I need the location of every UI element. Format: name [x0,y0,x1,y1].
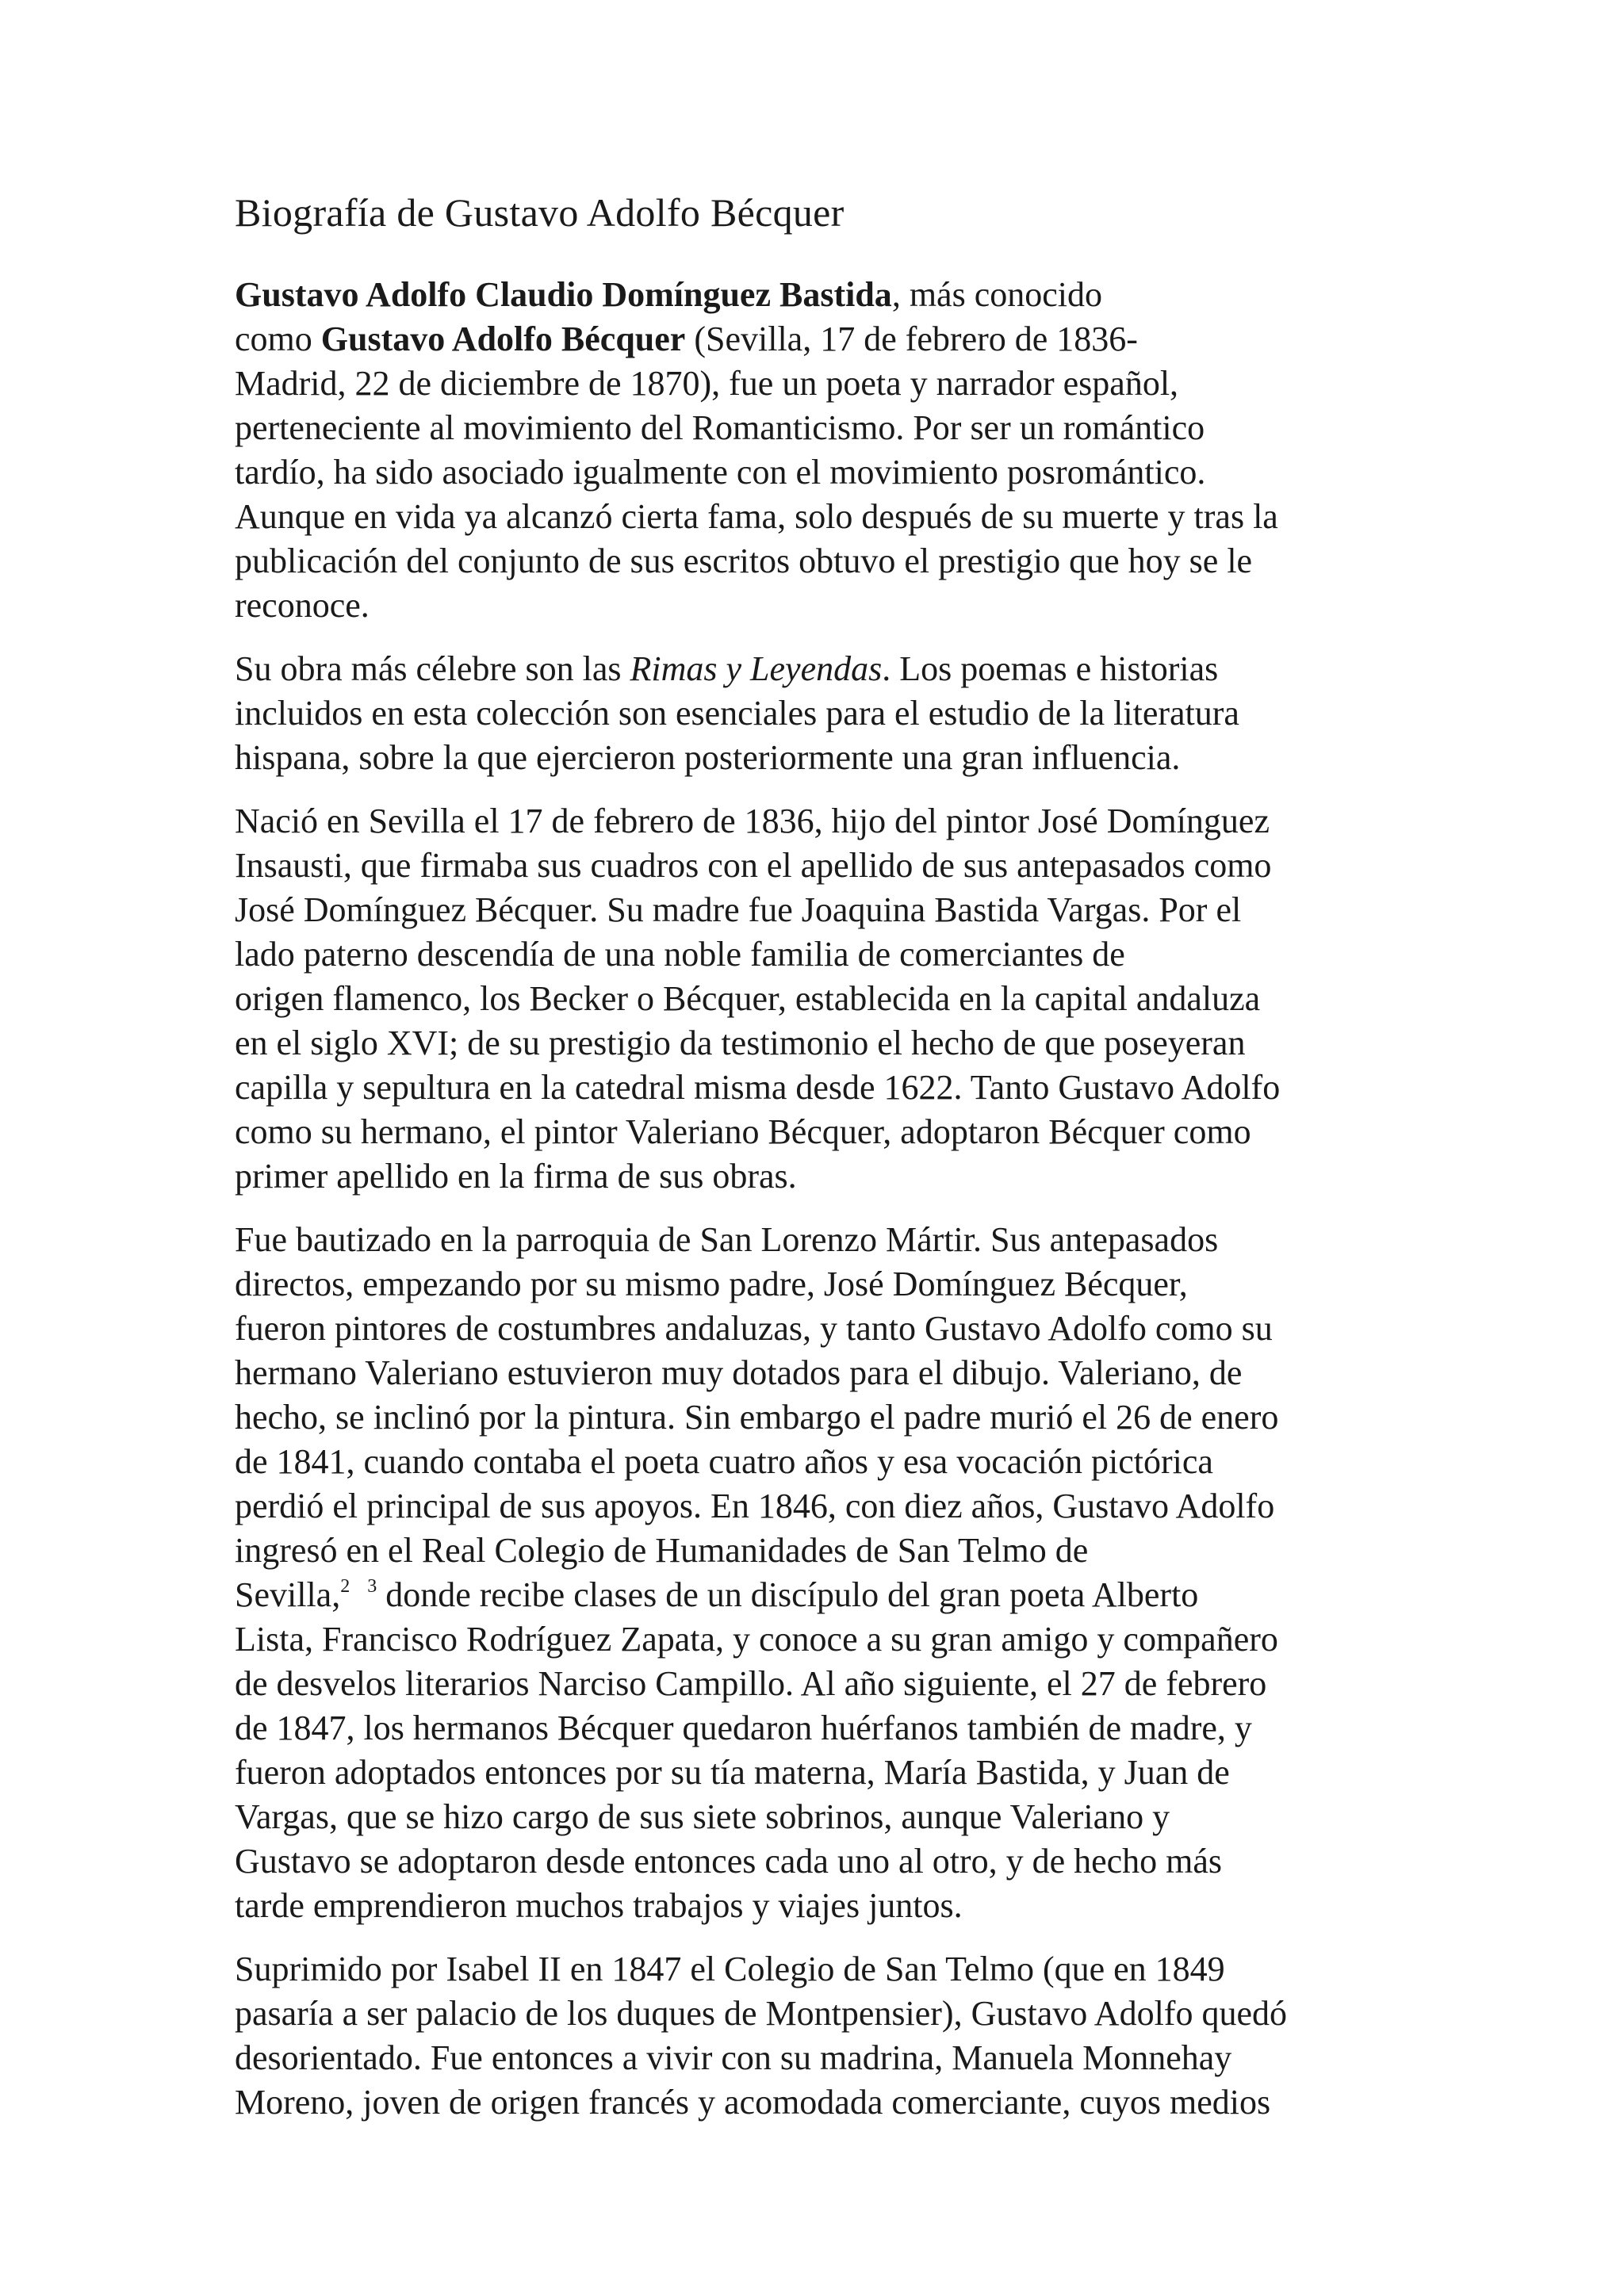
italic-work-title: Rimas y Leyendas [630,649,883,688]
text-line: directos, empezando por su mismo padre, José Domínguez Bécquer, [235,1265,1188,1303]
text-line: primer apellido en la firma de sus obras. [235,1157,797,1196]
paragraph-childhood [235,1218,1386,1928]
page-title: Biografía de Gustavo Adolfo Bécquer [235,190,845,235]
text-line: fueron pintores de costumbres andaluzas, y tanto Gustavo Adolfo como su [235,1309,1273,1348]
text-line: pasaría a ser palacio de los duques de Montpensier), Gustavo Adolfo quedó [235,1994,1287,2033]
text-line: incluidos en esta colección son esenciales para el estudio de la literatura [235,694,1239,733]
text-line: perteneciente al movimiento del Romanticismo. Por ser un romántico [235,408,1205,447]
text-line: reconoce. [235,586,370,625]
text-line: lado paterno descendía de una noble familia de comerciantes de [235,935,1125,974]
text-line: hecho, se inclinó por la pintura. Sin embargo el padre murió el 26 de enero [235,1398,1279,1437]
paragraph-intro [235,273,1386,628]
text-line: Lista, Francisco Rodríguez Zapata, y conoce a su gran amigo y compañero [235,1620,1278,1659]
text-line: Vargas, que se hizo cargo de sus siete sobrinos, aunque Valeriano y [235,1797,1170,1836]
paragraph-birth [235,799,1386,1199]
text-line: perdió el principal de sus apoyos. En 1846, con diez años, Gustavo Adolfo [235,1487,1275,1525]
text-line: hermano Valeriano estuvieron muy dotados para el dibujo. Valeriano, de [235,1353,1243,1392]
text-line: hispana, sobre la que ejercieron posteriormente una gran influencia. [235,738,1181,777]
text-line: fueron adoptados entonces por su tía materna, María Bastida, y Juan de [235,1753,1230,1792]
text-line: tarde emprendieron muchos trabajos y viajes juntos. [235,1886,963,1925]
text-line: tardío, ha sido asociado igualmente con el movimiento posromántico. [235,453,1206,492]
text-line: José Domínguez Bécquer. Su madre fue Joaquina Bastida Vargas. Por el [235,890,1242,929]
text-line: Nació en Sevilla el 17 de febrero de 1836, hijo del pintor José Domínguez [235,802,1270,840]
text-line: como su hermano, el pintor Valeriano Bécquer, adoptaron Bécquer como [235,1112,1251,1151]
text-line: ingresó en el Real Colegio de Humanidades de San Telmo de [235,1531,1089,1570]
text-line: Aunque en vida ya alcanzó cierta fama, solo después de su muerte y tras la [235,497,1278,536]
text-line: desorientado. Fue entonces a vivir con su madrina, Manuela Monnehay [235,2038,1232,2077]
text-line: Gustavo se adoptaron desde entonces cada uno al otro, y de hecho más [235,1842,1223,1881]
paragraph-san-telmo [235,1947,1386,2125]
footnote-ref-2[interactable]: 2 [340,1576,350,1597]
text-line: de desvelos literarios Narciso Campillo. Al año siguiente, el 27 de febrero [235,1664,1267,1703]
footnote-ref-3[interactable]: 3 [367,1576,377,1597]
paragraph-works [235,647,1386,780]
text-line: de 1841, cuando contaba el poeta cuatro años y esa vocación pictórica [235,1442,1213,1481]
text-line: Gustavo Adolfo Claudio Domínguez Bastida, más conocido [235,275,1102,314]
text-line: Fue bautizado en la parroquia de San Lorenzo Mártir. Sus antepasados [235,1220,1219,1259]
text-line: Suprimido por Isabel II en 1847 el Colegio de San Telmo (que en 1849 [235,1950,1225,1988]
text-line: Moreno, joven de origen francés y acomodada comerciante, cuyos medios [235,2083,1271,2122]
text-line: Madrid, 22 de diciembre de 1870), fue un poeta y narrador español, [235,364,1179,403]
text-line: Sevilla,$^2$ $^3$ donde recibe clases de un discípulo del gran poeta Alberto [235,1575,1199,1614]
text-line: Insausti, que firmaba sus cuadros con el apellido de sus antepasados como [235,846,1272,885]
text-line: como Gustavo Adolfo Bécquer (Sevilla, 17 de febrero de 1836- [235,320,1138,358]
text-line: origen flamenco, los Becker o Bécquer, establecida en la capital andaluza [235,979,1261,1018]
bold-full-name: Gustavo Adolfo Claudio Domínguez Bastida [235,275,892,314]
text-line: capilla y sepultura en la catedral misma desde 1622. Tanto Gustavo Adolfo [235,1068,1281,1107]
text-line: publicación del conjunto de sus escritos obtuvo el prestigio que hoy se le [235,541,1253,580]
text-line: en el siglo XVI; de su prestigio da testimonio el hecho de que poseyeran [235,1024,1246,1062]
text-line: Su obra más célebre son las Rimas y Leyendas. Los poemas e historias [235,649,1219,688]
text-line: de 1847, los hermanos Bécquer quedaron huérfanos también de madre, y [235,1709,1252,1747]
bold-known-name: Gustavo Adolfo Bécquer [320,320,686,358]
